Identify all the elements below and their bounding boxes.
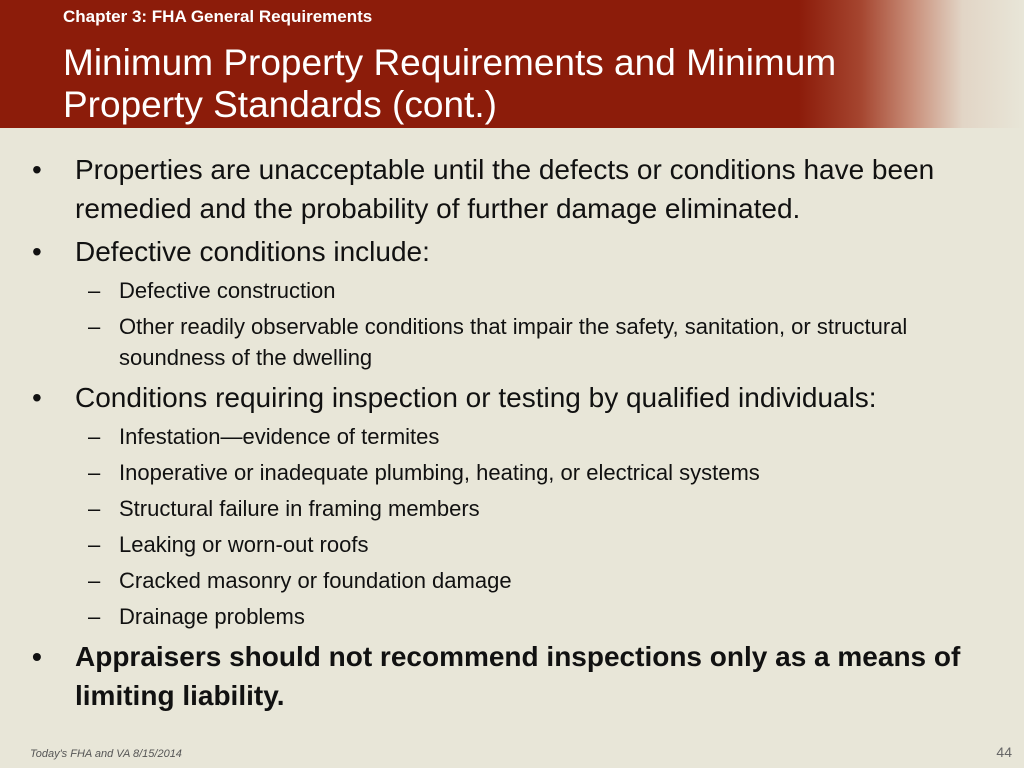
sub-bullet-item xyxy=(30,529,990,560)
sub-bullet-text: Other readily observable conditions that impair the safety, sanitation, or structural soundness of the dwelling xyxy=(119,314,908,370)
dash-marker: – xyxy=(88,532,101,557)
dash-marker: – xyxy=(88,314,101,339)
footer-text: Today's FHA and VA 8/15/2014 xyxy=(30,748,182,760)
bullet-item xyxy=(30,378,990,417)
sub-bullet-text: Defective construction xyxy=(119,278,336,303)
sub-bullet-text: Drainage problems xyxy=(119,604,305,629)
bullet-item-emphasis xyxy=(30,637,990,715)
sub-bullet-item xyxy=(30,565,990,596)
bullet-text: Defective conditions include: xyxy=(75,236,430,267)
bullet-item xyxy=(30,150,990,228)
bullet-marker: • xyxy=(32,236,42,267)
sub-bullet-text: Cracked masonry or foundation damage xyxy=(119,568,512,593)
sub-bullet-item xyxy=(30,421,990,452)
dash-marker: – xyxy=(88,568,101,593)
page-number: 44 xyxy=(996,744,1012,760)
sub-bullet-item xyxy=(30,275,990,306)
sub-bullet-item xyxy=(30,311,990,373)
slide-body xyxy=(30,150,990,719)
bullet-text: Conditions requiring inspection or testing by qualified individuals: xyxy=(75,382,877,413)
dash-marker: – xyxy=(88,278,101,303)
sub-bullet-text: Structural failure in framing members xyxy=(119,496,480,521)
dash-marker: – xyxy=(88,424,101,449)
dash-marker: – xyxy=(88,496,101,521)
bullet-marker: • xyxy=(32,154,42,185)
bullet-item xyxy=(30,232,990,271)
slide-title: Minimum Property Requirements and Minimum Property Standards (cont.) xyxy=(63,42,837,125)
dash-marker: – xyxy=(88,460,101,485)
sub-bullet-item xyxy=(30,601,990,632)
bullet-marker: • xyxy=(32,641,42,672)
chapter-label: Chapter 3: FHA General Requirements xyxy=(63,7,373,26)
sub-bullet-item xyxy=(30,493,990,524)
sub-bullet-item xyxy=(30,457,990,488)
bullet-text: Appraisers should not recommend inspections only as a means of limiting liability. xyxy=(75,641,961,711)
slide-header xyxy=(0,0,1024,128)
dash-marker: – xyxy=(88,604,101,629)
sub-bullet-text: Leaking or worn-out roofs xyxy=(119,532,369,557)
bullet-marker: • xyxy=(32,382,42,413)
sub-bullet-text: Inoperative or inadequate plumbing, heating, or electrical systems xyxy=(119,460,760,485)
sub-bullet-text: Infestation—evidence of termites xyxy=(119,424,440,449)
bullet-text: Properties are unacceptable until the defects or conditions have been remedied and the probability of further damage eliminated. xyxy=(75,154,935,224)
